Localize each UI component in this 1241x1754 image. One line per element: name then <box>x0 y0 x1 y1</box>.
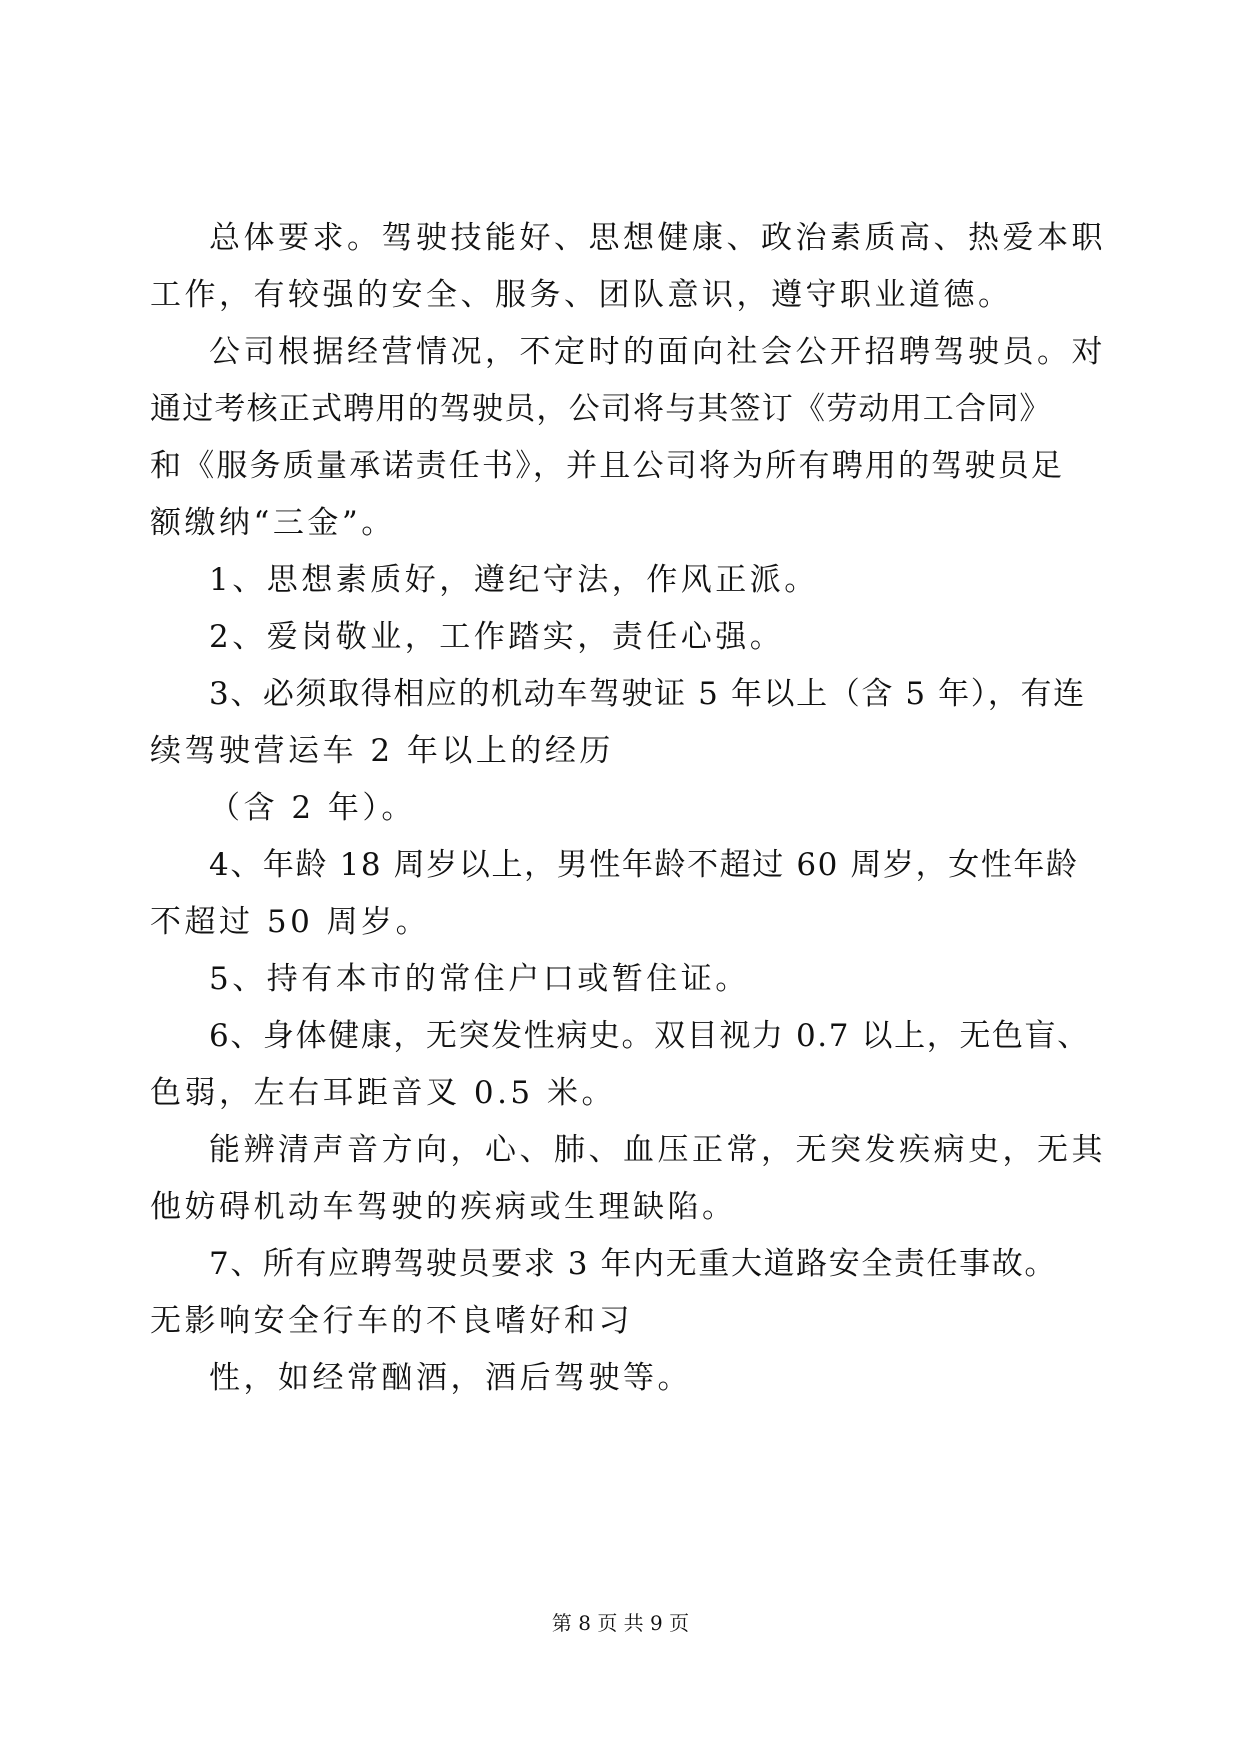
text-line: 公司根据经营情况，不定时的面向社会公开招聘驾驶员。对 <box>209 334 1106 370</box>
text-line: 通过考核正式聘用的驾驶员，公司将与其签订《劳动用工合同》 <box>150 391 1052 427</box>
text-line: 和《服务质量承诺责任书》，并且公司将为所有聘用的驾驶员足 <box>150 448 1065 484</box>
text-line: 1、思想素质好，遵纪守法，作风正派。 <box>209 562 819 598</box>
text-line: 额缴纳“三金”。 <box>150 505 396 541</box>
text-line: 4、年龄 18 周岁以上，男性年龄不超过 60 周岁，女性年龄 <box>209 847 1079 883</box>
text-line: 色弱，左右耳距音叉 0.5 米。 <box>150 1075 617 1111</box>
text-line: 他妨碍机动车驾驶的疾病或生理缺陷。 <box>150 1189 737 1225</box>
text-line: （含 2 年）。 <box>209 790 416 826</box>
text-line: 3、必须取得相应的机动车驾驶证 5 年以上（含 5 年），有连 <box>209 676 1086 712</box>
text-line: 不超过 50 周岁。 <box>150 904 431 940</box>
text-line: 5、持有本市的常住户口或暂住证。 <box>209 961 750 997</box>
text-line: 2、爱岗敬业，工作踏实，责任心强。 <box>209 619 785 655</box>
text-line: 6、身体健康，无突发性病史。双目视力 0.7 以上，无色盲、 <box>209 1018 1090 1054</box>
text-line: 性，如经常酗酒，酒后驾驶等。 <box>209 1360 692 1396</box>
text-line: 能辨清声音方向，心、肺、血压正常，无突发疾病史，无其 <box>209 1132 1106 1168</box>
page-number-footer: 第 8 页 共 9 页 <box>551 1611 690 1635</box>
text-line: 7、所有应聘驾驶员要求 3 年内无重大道路安全责任事故。 <box>209 1246 1057 1282</box>
text-line: 续驾驶营运车 2 年以上的经历 <box>150 733 614 769</box>
text-line: 总体要求。驾驶技能好、思想健康、政治素质高、热爱本职 <box>209 220 1106 256</box>
text-line: 工作，有较强的安全、服务、团队意识，遵守职业道德。 <box>150 277 1013 313</box>
text-line: 无影响安全行车的不良嗜好和习 <box>150 1303 633 1339</box>
